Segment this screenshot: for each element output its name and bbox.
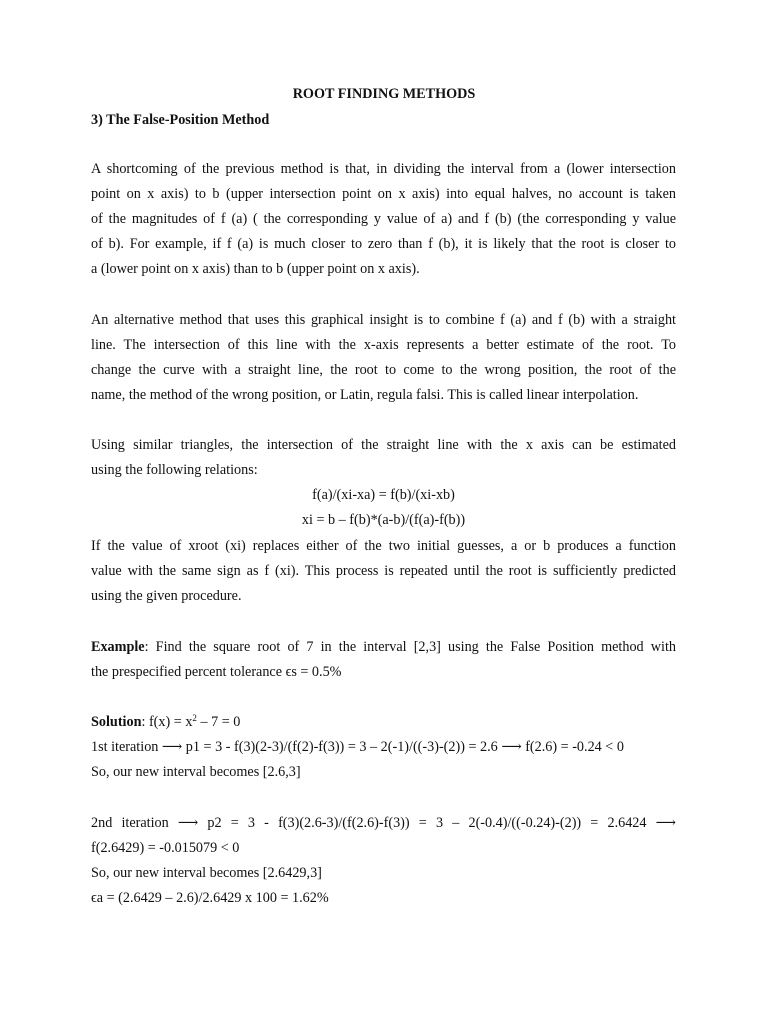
iteration-1-line: 1st iteration ⟶ p1 = 3 - f(3)(2-3)/(f(2)-f(3)) = 3 – 2(-1)/((-3)-(2)) = 2.6 ⟶ f(2.6) = -0.24 < 0 (91, 739, 624, 755)
text-line: using the following relations: (91, 462, 258, 478)
example-line (91, 635, 676, 660)
paragraph-alternative (91, 308, 676, 408)
solution-line (91, 710, 676, 735)
text-line: If the value of xroot (xi) replaces either of the two initial guesses, a or b produces a function (91, 538, 676, 554)
solution-exponent: 2 (192, 713, 197, 723)
iteration-2-block (91, 811, 676, 911)
approximate-error-line: ϵa = (2.6429 – 2.6)/2.6429 x 100 = 1.62% (91, 890, 329, 906)
text-line: of b). For example, if f (a) is much closer to zero than f (b), it is likely that the root is closer to (91, 236, 676, 252)
solution-equation-start: : f(x) = x (141, 714, 193, 730)
text-line: name, the method of the wrong position, or Latin, regula falsi. This is called linear interpolation. (91, 387, 639, 403)
text-line: using the given procedure. (91, 588, 242, 604)
formula-xi: xi = b – f(b)*(a-b)/(f(a)-f(b)) (301, 512, 466, 528)
text-line: a (lower point on x axis) than to b (upper point on x axis). (91, 261, 420, 277)
example-paragraph (91, 635, 676, 685)
text-line: A shortcoming of the previous method is that, in dividing the interval from a (lower intersection (91, 161, 676, 177)
text-line: Using similar triangles, the intersection of the straight line with the x axis can be estimated (91, 437, 676, 453)
paragraph-shortcoming (91, 157, 676, 282)
text-line: An alternative method that uses this graphical insight is to combine f (a) and f (b) with a straight (91, 312, 676, 328)
text-line: of the magnitudes of f (a) ( the corresponding y value of a) and f (b) (the corresponding y value (91, 211, 676, 227)
text-line: point on x axis) to b (upper intersection point on x axis) into equal halves, no account is taken (91, 186, 676, 202)
formula-block (91, 483, 676, 533)
text-line: value with the same sign as f (xi). This process is repeated until the root is sufficiently predicted (91, 563, 676, 579)
iteration-2-line: 2nd iteration ⟶ p2 = 3 - f(3)(2.6-3)/(f(2.6)-f(3)) = 3 – 2(-0.4)/((-0.24)-(2)) = 2.6424 ⟶ (91, 815, 676, 831)
example-text: : Find the square root of 7 in the interval [2,3] using the False Position method with (144, 639, 676, 655)
section-heading: 3) The False-Position Method (91, 112, 270, 128)
text-line: line. The intersection of this line with the x-axis represents a better estimate of the root. To (91, 337, 676, 353)
paragraph-xroot (91, 534, 676, 609)
solution-label: Solution (91, 714, 142, 730)
page-title: ROOT FINDING METHODS (292, 86, 476, 102)
iteration-2-interval: So, our new interval becomes [2.6429,3] (91, 865, 322, 881)
paragraph-similar-triangles (91, 433, 676, 483)
solution-block (91, 710, 676, 785)
solution-equation-end: – 7 = 0 (196, 714, 241, 730)
example-label: Example (91, 639, 145, 655)
text-line: change the curve with a straight line, the root to come to the wrong position, the root of the (91, 362, 676, 378)
iteration-1-interval: So, our new interval becomes [2.6,3] (91, 764, 301, 780)
formula-similar-triangles: f(a)/(xi-xa) = f(b)/(xi-xb) (312, 487, 455, 503)
example-tolerance-line: the prespecified percent tolerance ϵs = 0.5% (91, 664, 342, 680)
iteration-2-value: f(2.6429) = -0.015079 < 0 (91, 840, 240, 856)
